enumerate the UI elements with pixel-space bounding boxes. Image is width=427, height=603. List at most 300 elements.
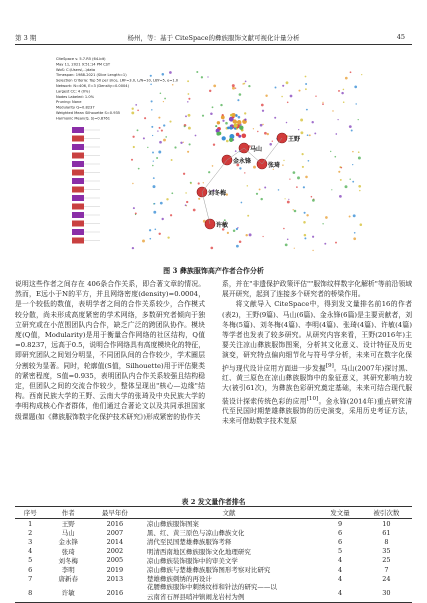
network-node (184, 125, 186, 127)
legend-line: Timespan: 1988-2021 (Slice Length=1) (56, 73, 127, 78)
network-node (274, 117, 276, 119)
col-header-count: 发文量 (319, 507, 361, 519)
cell-author: 马山 (61, 529, 75, 538)
network-node (349, 125, 352, 128)
network-node (300, 131, 303, 134)
legend-line: Network: N=406, E=3 (Density=0.0004) (56, 84, 129, 88)
network-node (341, 92, 343, 94)
col-header-title: 文献 (139, 507, 319, 519)
network-node (339, 195, 342, 198)
author-node (72, 153, 84, 159)
network-node (222, 136, 226, 140)
network-node (201, 76, 203, 78)
table-row (15, 565, 412, 574)
network-node (150, 84, 152, 86)
author-node (72, 229, 84, 235)
author-node (72, 204, 84, 210)
network-node (166, 198, 168, 200)
network-node (152, 152, 154, 154)
network-node (282, 164, 284, 166)
network-node (213, 144, 215, 146)
cell-no: 5 (28, 556, 33, 565)
network-node (133, 146, 135, 148)
network-node (312, 121, 314, 123)
network-node (272, 141, 273, 142)
network-node (312, 236, 314, 238)
cell-title: 花腰彝族服饰中刺绣纹样和针法的研究——以 云南省石屏县哨冲镇闹龙岩村为例 (139, 583, 319, 602)
table-row (15, 519, 412, 529)
network-node (193, 209, 196, 212)
network-node (227, 232, 229, 234)
cell-title: 凉山彝族装饰服饰中的审美文学 (146, 556, 238, 565)
network-node (236, 245, 239, 248)
network-node (155, 229, 157, 231)
table-row (15, 574, 412, 583)
author-label: 张琦 (268, 162, 281, 169)
network-node (229, 138, 233, 142)
author-label: 许敏 (216, 222, 229, 229)
network-node (208, 171, 210, 173)
network-node (172, 84, 174, 86)
network-node (190, 183, 191, 184)
network-node (153, 185, 156, 188)
legend-line: Weighted Mean Silhouette S=0.935 (56, 111, 121, 115)
network-node (264, 187, 266, 189)
network-node (249, 233, 252, 236)
network-node (322, 223, 323, 224)
legend-line: Selection Criteria: Top 50 per slice, LRF=3.0, L/N=10, LBY=5, e=1.0 (56, 78, 179, 83)
network-node (232, 84, 235, 87)
network-node (180, 142, 182, 144)
col-header-no: 序号 (15, 507, 46, 519)
network-node (142, 240, 145, 243)
network-node (183, 173, 185, 175)
network-node (337, 119, 338, 120)
cell-title: 楚雄彝族刺绣的再设计 (146, 575, 212, 584)
network-node (133, 207, 135, 209)
legend-line: CiteSpace v. 5.7.R5 (64-bit) (56, 57, 106, 61)
network-node (159, 141, 162, 144)
network-node (138, 168, 140, 170)
network-node (245, 234, 247, 236)
network-node (352, 151, 354, 153)
network-node (169, 71, 172, 74)
network-node (151, 109, 152, 110)
network-node (253, 128, 254, 129)
network-node (303, 221, 306, 224)
network-node (338, 171, 340, 173)
network-node (296, 186, 298, 188)
network-node (298, 129, 299, 130)
network-node (267, 133, 269, 135)
network-node (163, 101, 164, 102)
network-node (203, 182, 204, 183)
cell-no: 7 (28, 574, 33, 583)
network-node (345, 185, 348, 188)
network-node (132, 183, 133, 184)
right-paragraph: 系，并在"非遗保护政策评估""服饰纹样数字化解析"等前沿领域展开研究，起到了连接多个研究者的桥梁作用。 (222, 280, 412, 299)
author-node (72, 212, 84, 218)
table-row (15, 583, 412, 602)
cell-cites: 35 (382, 547, 391, 556)
table-row (15, 547, 412, 556)
network-node (264, 132, 267, 135)
cell-author: 唐新春 (58, 575, 78, 584)
table-row (15, 537, 412, 546)
cell-author: 刘冬梅 (58, 556, 78, 565)
network-node (210, 112, 213, 115)
page-header (0, 0, 427, 46)
network-node (355, 103, 356, 104)
network-node (233, 123, 237, 127)
network-node (349, 178, 350, 179)
network-node (161, 130, 163, 132)
network-node (151, 100, 153, 102)
network-node (303, 186, 305, 188)
network-node (153, 160, 154, 161)
network-node (230, 114, 233, 117)
network-node (360, 223, 363, 226)
network-node (242, 83, 243, 84)
network-node (289, 178, 290, 179)
network-node (297, 176, 300, 179)
table-caption: 表 2 发文量作者排名 (181, 498, 246, 506)
network-node (332, 110, 333, 111)
network-node (157, 130, 158, 131)
network-node (358, 157, 361, 160)
network-node (241, 133, 246, 138)
cell-title: 明清西南地区彝族服饰文化地理研究 (146, 547, 251, 556)
network-node (135, 214, 136, 215)
network-node (185, 115, 187, 117)
network-node (286, 122, 288, 124)
cell-title: 凉山彝族与楚雄彝族服饰图形考察对比研究 (146, 566, 271, 575)
network-node (331, 189, 332, 190)
network-node (312, 199, 315, 202)
network-node (308, 160, 310, 162)
network-node (234, 127, 236, 129)
network-node (278, 189, 280, 191)
network-node (150, 75, 152, 77)
network-node (216, 132, 220, 136)
author-node (72, 127, 84, 133)
cell-cites: 24 (382, 574, 391, 583)
network-node (195, 135, 197, 137)
network-node (160, 92, 162, 94)
network-node (330, 151, 331, 152)
legend-line: Modularity Q=0.8237 (56, 105, 95, 110)
network-node (265, 94, 267, 96)
network-node (187, 101, 188, 102)
cell-author: 许敏 (46, 583, 91, 602)
network-node (137, 109, 139, 111)
network-node (305, 83, 307, 85)
legend-line: May 11, 2021 9:51:14 PM CST (56, 62, 111, 67)
network-node (361, 74, 362, 75)
network-node (149, 238, 151, 240)
network-node (340, 167, 342, 169)
author-node (72, 178, 84, 184)
network-node (151, 126, 153, 128)
network-node (188, 114, 191, 117)
network-node (226, 140, 229, 143)
cell-author: 王野 (61, 520, 75, 529)
network-node (235, 150, 237, 152)
network-node (149, 229, 151, 231)
network-node (248, 85, 250, 87)
right-column (222, 279, 412, 426)
author-ranking-table (15, 506, 412, 603)
network-node (132, 136, 134, 138)
network-node (352, 181, 354, 183)
header-rule (15, 44, 412, 45)
network-node (162, 73, 165, 76)
network-node (187, 80, 189, 82)
network-node (135, 104, 137, 106)
network-node (169, 121, 171, 123)
network-node (345, 77, 348, 80)
cell-cites: 10 (382, 519, 391, 528)
network-node (137, 129, 139, 131)
col-header-cites: 被引次数 (361, 507, 412, 519)
network-node (170, 214, 172, 216)
network-node (188, 98, 190, 100)
network-node (352, 164, 353, 165)
network-node (154, 203, 156, 205)
cell-no: 4 (28, 547, 33, 556)
network-node (354, 232, 356, 234)
network-node (288, 199, 289, 200)
network-node (183, 142, 184, 143)
network-link (202, 160, 227, 192)
network-node (358, 119, 359, 120)
author-node (72, 195, 84, 201)
network-node (147, 147, 148, 148)
network-node (196, 71, 198, 73)
network-node (198, 182, 200, 184)
network-node (210, 247, 213, 250)
running-title: 杨州，等：基于 CiteSpace的彝族服饰文献可视化计量分析 (127, 34, 300, 42)
network-node (187, 151, 189, 153)
network-node (233, 119, 237, 123)
network-node (229, 126, 232, 129)
network-node (237, 120, 242, 125)
network-node (253, 166, 256, 169)
network-node (217, 121, 220, 124)
cell-count: 4 (319, 583, 361, 602)
cell-count: 9 (337, 519, 343, 528)
legend-line: Largest CC: 4 (0%) (56, 89, 90, 94)
network-node (261, 104, 264, 107)
network-node (244, 172, 245, 173)
cell-cites: 61 (382, 528, 391, 537)
network-node (293, 171, 296, 174)
network-node (152, 135, 153, 136)
network-node (132, 108, 134, 110)
network-node (335, 242, 337, 244)
network-node (239, 93, 242, 96)
network-node (174, 146, 176, 148)
network-node (162, 218, 164, 220)
network-node (215, 125, 217, 127)
network-node (225, 122, 228, 125)
network-node (235, 88, 236, 89)
network-node (353, 214, 356, 217)
network-node (283, 228, 285, 230)
network-node (335, 133, 337, 135)
figure-caption: 图 3 彝族服饰高产作者合作分析 (163, 266, 264, 275)
cell-year: 2016 (106, 519, 124, 528)
network-node (287, 239, 289, 241)
cell-count: 4 (337, 574, 343, 583)
network-node (212, 165, 214, 167)
network-node (238, 116, 241, 119)
network-node (314, 132, 316, 134)
network-node (300, 119, 303, 122)
network-node (244, 118, 246, 120)
network-node (132, 247, 134, 249)
cell-year: 2014 (106, 537, 124, 546)
network-node (311, 196, 313, 198)
table-row (15, 528, 412, 537)
network-node (349, 216, 351, 218)
cell-author: 李明 (61, 566, 75, 575)
network-node (287, 201, 290, 204)
network-node (143, 137, 145, 139)
network-node (158, 117, 160, 119)
right-paragraph: 将文献导入 CiteSpace中，得到发文量排名前16的作者(表2)，王野(9篇)、马山(6篇)、金永锋(6篇)是主要贡献者，刘冬梅(5篇)、刘冬梅(4篇)、李明(4篇)、张琦(4篇)、许敏(4篇)等学者也发表了较多研究。从研究内容来看，王野(2016年)主要关注凉山彝族服饰图案，分析其文化意义、设计特征及历史演变，研究特点偏向细节化与符号学分析，未来可在数字化保护与现代设计应用方面进一步发掘[9]。马山(2007年)探讨黑、红、黄三原色在凉山彝族服饰中的象征意义，其研究影响力较大(被引61次)，为彝族色彩研究奠定基础，未来可结合现代服装设计探索传统色彩的应用[10]。金永锋(2014年)重点研究清代至民国时期楚雄彝族服饰的历史演变，采用历史考证方法，未来可借助数字技术复原 (222, 300, 412, 426)
cell-count: 6 (337, 528, 343, 537)
network-node (153, 211, 156, 214)
network-node (298, 90, 300, 92)
network-node (236, 133, 240, 137)
cell-author: 金永锋 (58, 538, 78, 547)
author-label: 马山 (250, 146, 263, 153)
issue-label: 第 3 期 (15, 34, 37, 42)
network-node (167, 236, 169, 238)
legend-line: Pruning: None (56, 100, 82, 105)
col-header-year: 最早年份 (91, 507, 139, 519)
network-node (159, 233, 161, 235)
network-node (188, 127, 191, 130)
cell-no: 2 (28, 528, 33, 537)
network-node (275, 87, 277, 89)
network-node (153, 177, 155, 179)
network-node (307, 134, 309, 136)
network-node (322, 102, 323, 103)
cell-year: 2005 (106, 556, 124, 565)
network-node (198, 198, 200, 200)
network-node (144, 117, 146, 119)
network-node (247, 215, 249, 217)
cell-no: 6 (28, 565, 33, 574)
network-node (285, 244, 288, 247)
cell-year: 2019 (106, 565, 124, 574)
network-node (294, 210, 297, 213)
network-node (260, 198, 262, 200)
network-node (302, 166, 304, 168)
author-node (72, 221, 84, 227)
cell-title: 凉山彝族服饰图案 (146, 520, 199, 529)
network-node (338, 90, 340, 92)
cell-cites: 7 (384, 565, 389, 574)
network-node (244, 112, 246, 114)
network-node (152, 165, 154, 167)
network-node (209, 90, 211, 92)
network-node (171, 159, 173, 161)
author-network-figure (52, 52, 373, 258)
left-column (15, 279, 205, 422)
network-node (257, 131, 258, 132)
network-node (156, 157, 158, 159)
network-node (304, 237, 306, 239)
network-node (207, 76, 208, 77)
network-node (358, 151, 360, 153)
network-node (202, 115, 204, 117)
author-label: 刘冬梅 (208, 190, 227, 197)
network-node (358, 185, 361, 188)
table-row (15, 556, 412, 565)
network-node (353, 237, 356, 240)
left-paragraph: 说明这些作者之间存在 406条合作关系，即合著文章的情况。然而，E远小于N的平方，并且网络密度(density)=0.0004，是一个较低的数值，表明学者之间的合作关系较少，合作模式较分散，尚未形成高度紧密的学术网络，多数研究者倾向于独立研究或在小范围团队内合作，缺乏广泛的跨团队协作。模块度(Q值，Modularity)是用于衡量合作网络的社区结构，Q值=0.8237，远高于0.5，说明合作网络具有高度模块化的特征，即研究团队之间划分明显，不同团队间的合作较少，学术圈层分割较为显著。同时，轮廓值(S值，Silhouette)用于评估聚类的紧密程度，S值=0.935，表明团队内合作关系较强且结构稳定，但团队之间的交流合作较少，整体呈现出"核心—边缘"结构。西南民族大学的王野、云南大学的张琦及中央民族大学的李明构成核心作者群体，他们通过合著论文以及共同承担国家级课题(如《彝族服饰数字化保护技术研究》)形成紧密的协作关 (15, 280, 205, 421)
network-node (340, 179, 342, 181)
network-node (237, 99, 239, 101)
legend-line: Harmonic Mean(Q, S)=0.8761 (56, 116, 110, 121)
cell-no: 8 (15, 583, 46, 602)
network-node (306, 214, 308, 216)
network-node (159, 127, 161, 129)
cell-title: 清代至民国楚雄彝族服饰考释 (146, 538, 232, 547)
cell-year: 2016 (91, 583, 139, 602)
network-node (189, 143, 191, 145)
network-node (293, 209, 294, 210)
network-node (304, 212, 306, 214)
network-node (281, 96, 283, 98)
author-node (72, 170, 84, 176)
network-node (354, 86, 357, 89)
network-node (322, 103, 324, 105)
table-header-row (15, 507, 412, 519)
network-node (302, 153, 304, 155)
network-node (131, 111, 134, 114)
page-number: 45 (396, 33, 405, 41)
network-node (325, 216, 328, 219)
network-node (239, 167, 241, 169)
cell-cites: 8 (384, 537, 389, 546)
cell-no: 1 (28, 519, 33, 528)
network-node (286, 81, 289, 84)
network-node (312, 250, 313, 251)
network-node (245, 81, 247, 83)
network-node (158, 151, 161, 154)
cell-count: 5 (337, 547, 343, 556)
network-node (284, 198, 285, 199)
network-node (221, 116, 225, 120)
author-label: 王野 (288, 136, 301, 143)
network-node (220, 104, 222, 106)
network-node (287, 102, 289, 104)
network-node (305, 176, 308, 179)
cell-year: 2002 (106, 547, 124, 556)
cell-cites: 30 (361, 583, 412, 602)
author-node (72, 136, 84, 142)
network-node (359, 190, 360, 191)
network-node (237, 227, 238, 228)
network-node (283, 160, 284, 161)
network-node (334, 156, 336, 158)
network-node (160, 202, 163, 205)
cell-count: 4 (337, 565, 343, 574)
